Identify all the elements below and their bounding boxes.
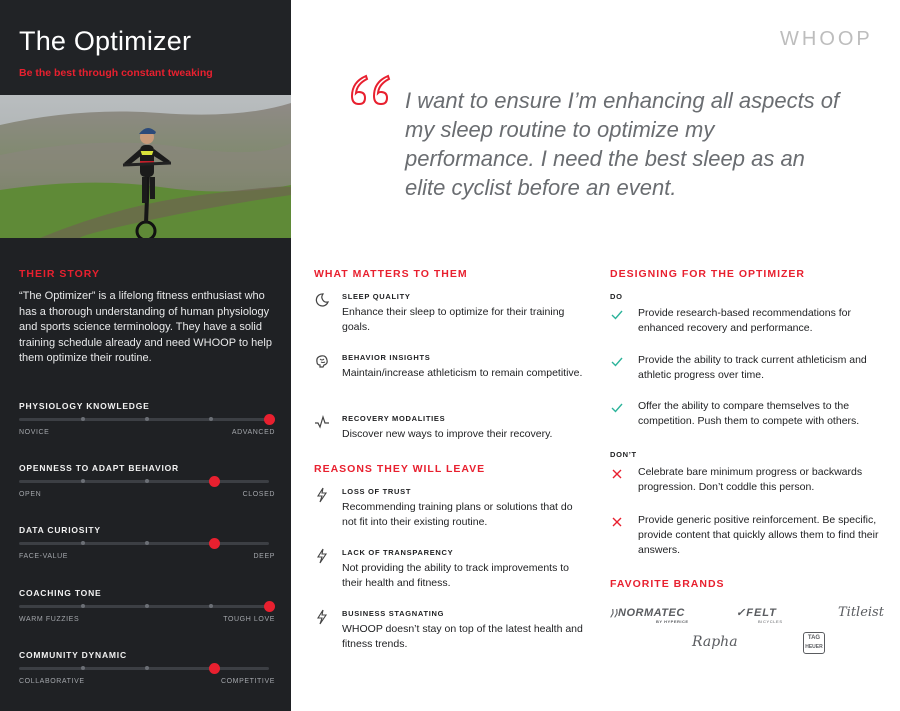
moon-icon (314, 292, 330, 308)
left-panel (0, 0, 291, 711)
scale-coaching-tone (19, 588, 275, 623)
scale-knob (264, 414, 275, 425)
scale-title: PHYSIOLOGY KNOWLEDGE (19, 401, 150, 411)
dont-label: DON’T (610, 450, 637, 459)
leave-item-title: LOSS OF TRUST (342, 487, 412, 496)
scale-low-label: NOVICE (19, 429, 50, 436)
leave-item-text: Recommending training plans or solutions that do not fit into their existing routine. (342, 501, 573, 528)
matter-item-title: RECOVERY MODALITIES (342, 414, 446, 423)
dont-item-text: Provide generic positive reinforcement. Be specific, provide content that quickly allows them to find their answers. (638, 514, 879, 556)
scale-high-label: DEEP (253, 553, 275, 560)
scale-tick (81, 479, 85, 483)
leave-item-text: Not providing the ability to track improvements to their health and fitness. (342, 562, 570, 589)
bolt-icon (314, 487, 330, 503)
scale-title: DATA CURIOSITY (19, 525, 101, 535)
scale-tick (145, 604, 149, 608)
leave-item-title: BUSINESS STAGNATING (342, 609, 445, 618)
check-icon (610, 355, 624, 369)
scale-data-curiosity (19, 525, 275, 560)
scale-tick (81, 417, 85, 421)
matter-item-title: BEHAVIOR INSIGHTS (342, 353, 431, 362)
bolt-icon (314, 548, 330, 564)
story-text: “The Optimizer” is a lifelong fitness enthusiast who has a thorough understanding of human physiology and sports science terminology. They have a solid training schedule already and need WHOOP to help them optimize their routine. (19, 290, 272, 364)
persona-quote: I want to ensure I’m enhancing all aspects of my sleep routine to optimize my performance. I need the best sleep as an elite cyclist before an event. (405, 88, 840, 200)
persona-title: The Optimizer (19, 26, 192, 56)
pulse-icon (314, 414, 330, 430)
leave-item-text: WHOOP doesn’t stay on top of the latest health and fitness trends. (342, 623, 583, 650)
quote-mark-icon (348, 70, 394, 110)
scale-high-label: ADVANCED (231, 429, 275, 436)
what-matters-title: WHAT MATTERS TO THEM (314, 268, 468, 280)
scale-low-label: WARM FUZZIES (19, 616, 80, 623)
scale-knob (209, 476, 220, 487)
persona-header (0, 0, 291, 95)
scale-knob (209, 663, 220, 674)
scale-track (19, 542, 269, 545)
felt-logo: ✓FELT BICYCLES (736, 607, 783, 624)
scale-physiology-knowledge (19, 401, 275, 436)
favorite-brands-title: FAVORITE BRANDS (610, 578, 725, 590)
cyclist-photo (0, 95, 291, 238)
scale-knob (264, 601, 275, 612)
scale-community-dynamic (19, 650, 275, 685)
leave-item-title: LACK OF TRANSPARENCY (342, 548, 454, 557)
whoop-logo: WHOOP (780, 28, 873, 50)
do-item-text: Offer the ability to compare themselves to the competition. Push them to compete with others. (638, 400, 860, 427)
scale-openness (19, 463, 275, 498)
brain-icon (314, 353, 330, 369)
scale-tick (209, 417, 213, 421)
scale-tick (81, 604, 85, 608)
scale-tick (209, 604, 213, 608)
designing-title: DESIGNING FOR THE OPTIMIZER (610, 268, 806, 280)
titleist-logo: Titleist (838, 605, 884, 620)
x-icon (610, 467, 624, 481)
scale-low-label: FACE-VALUE (19, 553, 69, 560)
tag-heuer-logo: TAG HEUER (803, 632, 825, 654)
scale-high-label: TOUGH LOVE (223, 616, 275, 623)
reasons-leave-title: REASONS THEY WILL LEAVE (314, 463, 486, 475)
do-label: DO (610, 292, 623, 301)
scale-track (19, 480, 269, 483)
normatec-logo: ⟩⟩NORMATEC BY HYPERICE (610, 607, 689, 624)
x-icon (610, 515, 624, 529)
scale-track (19, 667, 269, 670)
bolt-icon (314, 609, 330, 625)
do-item-text: Provide research-based recommendations for enhanced recovery and performance. (638, 307, 852, 334)
story-title: THEIR STORY (19, 268, 101, 280)
scale-title: COMMUNITY DYNAMIC (19, 650, 127, 660)
dont-item-text: Celebrate bare minimum progress or backwards progression. Don’t coddle this person. (638, 466, 863, 493)
scale-title: COACHING TONE (19, 588, 102, 598)
scale-tick (81, 541, 85, 545)
check-icon (610, 308, 624, 322)
scale-tick (145, 417, 149, 421)
check-icon (610, 401, 624, 415)
scale-tick (81, 666, 85, 670)
scale-track (19, 605, 269, 608)
matter-item-text: Enhance their sleep to optimize for their training goals. (342, 306, 565, 333)
scale-tick (145, 541, 149, 545)
scale-high-label: CLOSED (242, 491, 275, 498)
scale-tick (145, 479, 149, 483)
scale-track (19, 418, 269, 421)
matter-item-title: SLEEP QUALITY (342, 292, 411, 301)
matter-item-text: Maintain/increase athleticism to remain competitive. (342, 367, 583, 379)
do-item-text: Provide the ability to track current athleticism and athletic progress over time. (638, 354, 867, 381)
scale-low-label: COLLABORATIVE (19, 678, 85, 685)
scale-high-label: COMPETITIVE (220, 678, 275, 685)
rapha-logo: Rapha (692, 634, 738, 650)
matter-item-text: Discover new ways to improve their recovery. (342, 428, 553, 440)
scale-low-label: OPEN (19, 491, 42, 498)
scale-title: OPENNESS TO ADAPT BEHAVIOR (19, 463, 179, 473)
scale-tick (145, 666, 149, 670)
scale-knob (209, 538, 220, 549)
persona-tagline: Be the best through constant tweaking (19, 67, 213, 79)
